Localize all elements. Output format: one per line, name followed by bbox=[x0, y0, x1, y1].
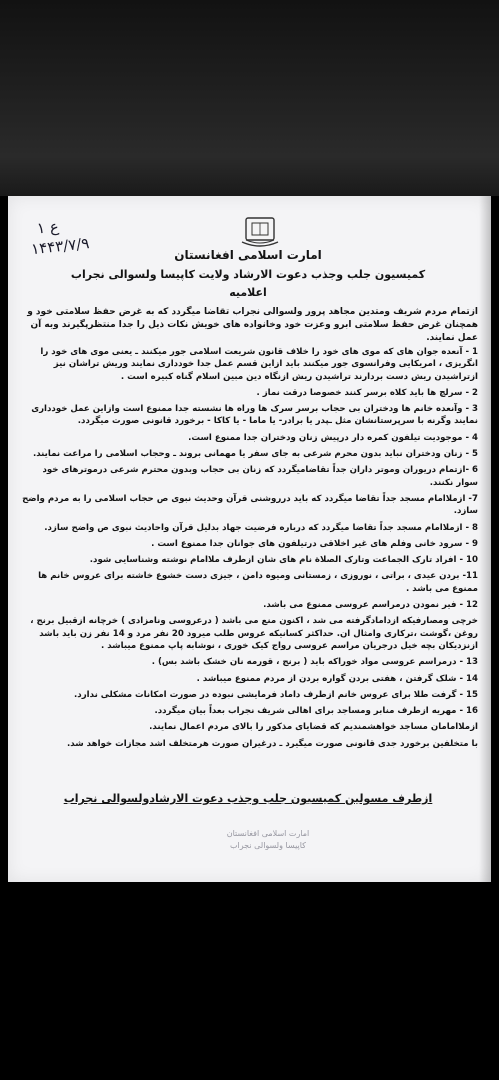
background-bottom bbox=[0, 884, 499, 1080]
intro-paragraph: ازتمام مردم شریف ومتدین مجاهد پرور ولسوالی نجراب تقاضا میگردد که به غرض حفظ سلامتی خود و همچنان غرض حفظ سلامتی ابرو وعزت خود وخانواده های خویش نکات ذیل را جدا منتظرپگیرند وبه آن عمل نمایند. bbox=[27, 307, 478, 343]
stamp-seal bbox=[208, 828, 328, 868]
announcement-label: اعلامیه bbox=[229, 286, 267, 299]
rule-item: 5 - زنان ودختران نباید بدون محرم شرعی به جای سفر یا مهمانی بروند ـ وحجاب اسلامی را مراعت نمایند. bbox=[32, 449, 478, 460]
paper-shadow bbox=[479, 196, 491, 882]
rule-item: 12 - فیر نمودن درمراسم عروسی ممنوع می باشد. bbox=[263, 600, 478, 611]
document-page bbox=[8, 196, 491, 882]
rule-item: 4 - موجودیت تیلفون کمره دار درپیش زنان ودختران جدا ممنوع است. bbox=[188, 432, 478, 443]
rule-item: 2 - سرلچ ها باید کلاه برسر کنند خصوصا درقت نماز . bbox=[256, 387, 478, 398]
rule-item: 6 -ازتمام دریوران وموتر داران جداً تقاضامیگردد که زنان بی حجاب وبدون محترم شرعی درموترهای خود سوار نکنند. bbox=[42, 465, 478, 488]
rule-item: 16 - مهریه ازطرف منابر ومساجد برای اهالی شریف نجراب بعداً بیان میگردد. bbox=[154, 706, 478, 717]
rule-item: 1 - آنعده جوان های که موی های خود را خلاف قانون شریعت اسلامی جور میکنند ـ یعنی موی های خود را انگریزی ، امریکایی وفرانسوی جور میکنند باید ازاین قسم عمل جدا خودداری نمایند وریش تراشان نیز ازتراشیدن ریش دست بردارند تراشیدن ریش ازنگاه دین مبین اسلام گناه کبیره است . bbox=[40, 347, 478, 382]
document-footer: ازطرف مسولین کمیسیون جلب وجذب دعوت الارشادولسوالی نجراب bbox=[63, 792, 433, 805]
document-subtitle: کمیسیون جلب وجذب دعوت الارشاد ولایت کاپیسا ولسوالی نجراب bbox=[70, 268, 426, 281]
rule-item: 8 - ازملاامام مسجد جداً تقاضا میگردد که درباره فرضیت جهاد بدلیل قرآن واحادیث نبوی ص واضح سازد. bbox=[44, 522, 478, 533]
document-title: امارت اسلامی افغانستان bbox=[174, 248, 322, 262]
stamp-line1: امارت اسلامی افغانستان bbox=[226, 829, 310, 838]
rule-item: 3 - وآنعده خانم ها ودختران بی حجاب برسر سرک ها وراه ها نشسته جدا ممنوع است وازاین عمل خودداری نمایند وگرنه با سرپرستانشان مثل ـپدر یا برادر- یا ماما - یا کاکا - برخورد قانونی صورت میگردد. bbox=[31, 404, 478, 427]
rule-item: 15 - گرفت طلا برای عروس خانم ازطرف داماد فرمایشی نبوده در صورت امکانات مشکلی ندارد. bbox=[74, 689, 478, 700]
emblem-icon bbox=[238, 216, 282, 252]
rule-item: خرچی ومصارفیکه ازدامادگرفته می شد ، اکنون منع می باشد ( درعروسی ونامزادی ) خرچانه ازقبیل برنج ، روغن ،گوشت ،ترکاری وامثال ان. حداکثر کسانیکه عروس طلب میرود 20 نفر مرد و 14 نفر زن باید باشد ازنزدیکان بچه خیل درجریان مراسم عروسی رواج کیک خوری ، نوشابه پاپ ممنوع میباشد . bbox=[30, 616, 478, 651]
rule-item: ازملاامامان مساجد خواهشمندیم که قضایای مذکور را بالای مردم اعمال نمایند. bbox=[149, 722, 478, 733]
rule-item: 10 - افراد تارک الجماعت وتارک الصلاة نام های شان ازطرف ملاامام نوشته وشناسایی شود. bbox=[89, 555, 478, 566]
background-top bbox=[0, 0, 499, 196]
rule-item: 11- بردن عیدی ، براتی ، نوروزی ، زمستانی ومیوه دامن ، جیزی دست خشوع خاشته برای عروس خانم ها ممنوع می باشد . bbox=[38, 571, 478, 594]
rule-item: 7- ازملاامام مسجد جداً تقاضا میگردد که باید درروشنی قرآن وحدیث نبوی ص حجاب اسلامی را به مردم واضح سازد. bbox=[22, 493, 478, 517]
handwritten-date-line2: ۱۴۴۳/۷/۹ bbox=[30, 234, 91, 259]
stamp-line2: کاپیسا ولسوالی نجراب bbox=[229, 841, 306, 850]
rule-item: با متخلفین برخورد جدی قانونی صورت میگیرد ـ درغیران صورت هرمتخلف اشد مجازات خواهد شد. bbox=[66, 738, 478, 749]
rule-item: 9 - سرود خانی وفلم های غیر اخلاقی درتیلفون های جوانان جدا ممنوع است . bbox=[151, 538, 478, 549]
rule-item: 13 - درمراسم عروسی مواد خوراکه باید ( برنج ، قورمه نان خشک باشد بس) . bbox=[151, 657, 478, 668]
rules-list bbox=[18, 346, 478, 754]
handwritten-date-line1: ۱ ع bbox=[36, 217, 60, 238]
rule-item: 14 - شلک گرفتن ، هفتی بردن گواره بردن از مردم ممنوع میباشد . bbox=[196, 673, 478, 684]
